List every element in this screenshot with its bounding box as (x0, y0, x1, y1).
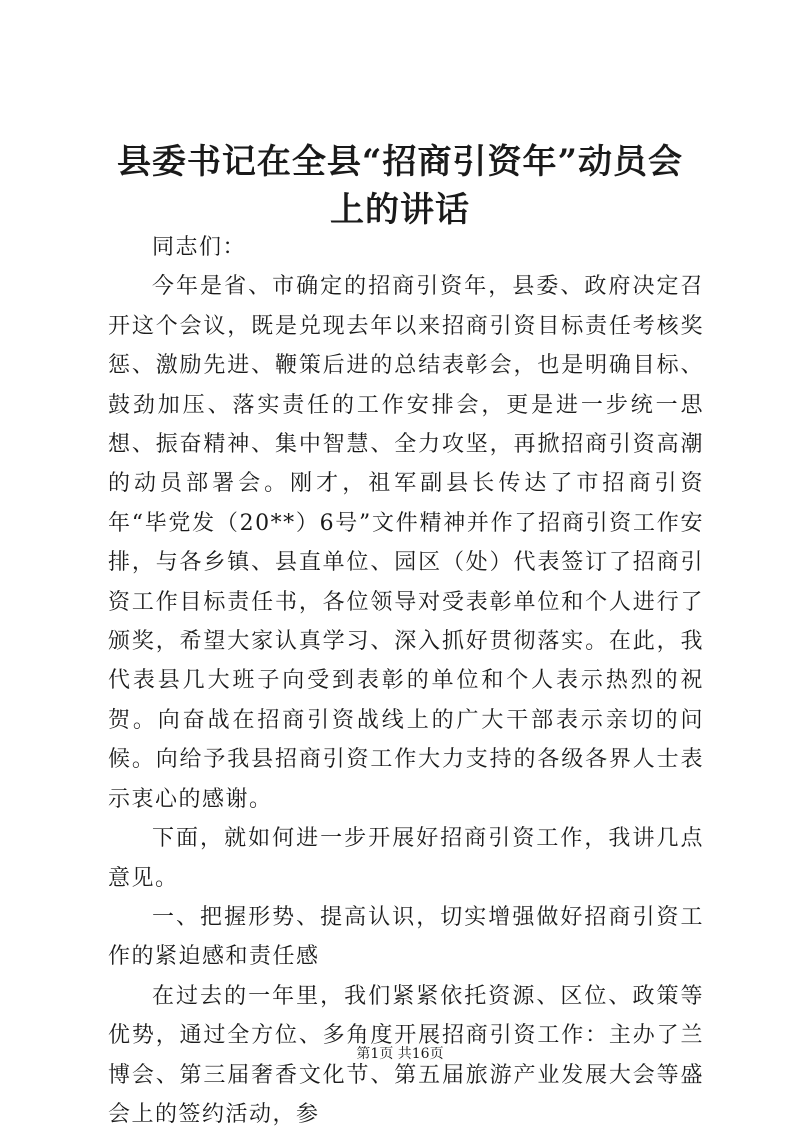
transition-paragraph: 下面，就如何进一步开展好招商引资工作，我讲几点意见。 (108, 826, 704, 891)
salutation-paragraph: 同志们： (152, 235, 247, 260)
page-footer: 第1页 共16页 (356, 1046, 444, 1062)
document-title: 县委书记在全县“招商引资年”动员会上的讲话 (116, 142, 684, 230)
opening-paragraph: 今年是省、市确定的招商引资年，县委、政府决定召开这个会议，既是兑现去年以来招商引资目标责任考核奖惩、激励先进、鞭策后进的总结表彰会，也是明确目标、鼓劲加压、落实责任的工作安排会，更是进一步统一思想、振奋精神、集中智慧、全力攻坚，再掀招商引资高潮的动员部署会。刚才，祖军副县长传达了市招商引资年“毕党发（20**）6号”文件精神并作了招商引资工作安排，与各乡镇、县直单位、园区（处）代表签订了招商引资工作目标责任书，各位领导对受表彰单位和个人进行了颁奖，希望大家认真学习、深入抓好贯彻落实。在此，我代表县几大班子向受到表彰的单位和个人表示热烈的祝贺。向奋战在招商引资战线上的广大干部表示亲切的问候。向给予我县招商引资工作大力支持的各级各界人士表示衷心的感谢。 (108, 274, 704, 812)
document-body (108, 228, 704, 1134)
section-heading-1: 一、把握形势、提高认识，切实增强做好招商引资工作的紧迫感和责任感 (108, 904, 704, 970)
section-paragraph-1: 在过去的一年里，我们紧紧依托资源、区位、政策等优势，通过全方位、多角度开展招商引资工作：主办了兰博会、第三届奢香文化节、第五届旅游产业发展大会等盛会上的签约活动，参 (108, 983, 704, 1127)
